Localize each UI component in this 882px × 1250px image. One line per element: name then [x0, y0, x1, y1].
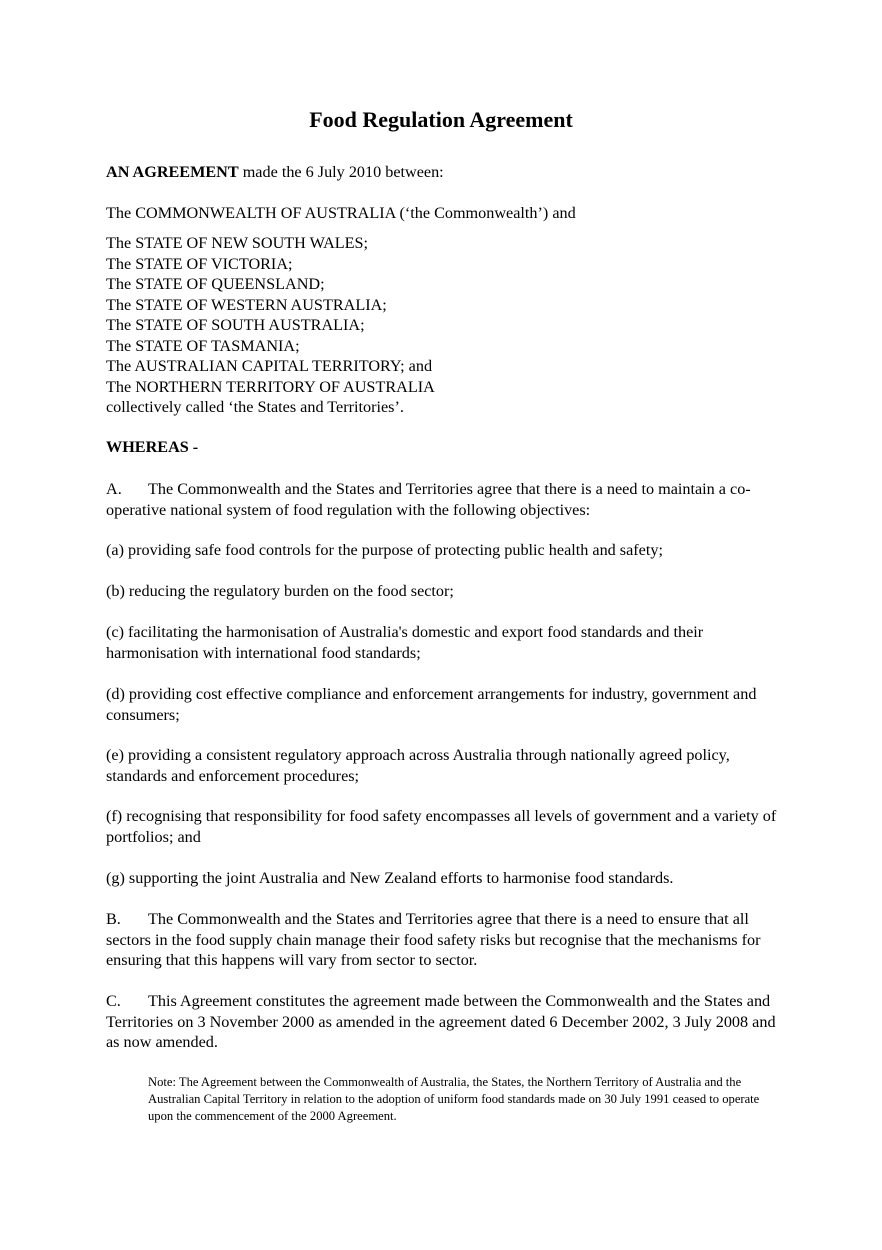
state-item: The STATE OF QUEENSLAND;: [106, 275, 325, 293]
objective-a: (a) providing safe food controls for the purpose of protecting public health and safety;: [106, 541, 663, 559]
state-item: The STATE OF WESTERN AUSTRALIA;: [106, 295, 387, 314]
whereas-heading: WHEREAS -: [106, 438, 199, 456]
objective-g: (g) supporting the joint Australia and New Zealand efforts to harmonise food standards.: [106, 869, 674, 887]
recital-letter: B.: [106, 910, 121, 928]
commonwealth-party: The COMMONWEALTH OF AUSTRALIA (‘the Commonwealth’) and: [106, 204, 576, 222]
footnote: Note: The Agreement between the Commonwealth of Australia, the States, the Northern Territory of Australia and the Australian Capital Territory in relation to the adoption of uniform food standards made on 30 July 1991 ceased to operate upon the commencement of the 2000 Agreement.: [148, 1075, 760, 1123]
state-item: collectively called ‘the States and Territories’.: [106, 398, 404, 416]
objective-c: (c) facilitating the harmonisation of Australia's domestic and export food standards and their harmonisation with international food standards;: [106, 623, 704, 662]
recital-letter: C.: [106, 992, 121, 1010]
state-item: The STATE OF VICTORIA;: [106, 254, 293, 273]
intro-line: [106, 162, 786, 183]
state-item: The AUSTRALIAN CAPITAL TERRITORY; and: [106, 357, 433, 375]
objective-b: (b) reducing the regulatory burden on the food sector;: [106, 582, 454, 600]
objective-d: (d) providing cost effective compliance and enforcement arrangements for industry, government and consumers;: [106, 685, 757, 724]
recital-a: [106, 479, 786, 520]
state-item: The STATE OF TASMANIA;: [106, 336, 300, 355]
objective-f: (f) recognising that responsibility for food safety encompasses all levels of government and a variety of portfolios; and: [106, 807, 777, 846]
state-item: The STATE OF NEW SOUTH WALES;: [106, 234, 369, 252]
recital-text: The Commonwealth and the States and Territories agree that there is a need to ensure that all sectors in the food supply chain manage their food safety risks but recognise that the mechanisms for ensuring that this happens will vary from sector to sector.: [106, 910, 761, 969]
recital-text: The Commonwealth and the States and Territories agree that there is a need to maintain a co-operative national system of food regulation with the following objectives:: [106, 480, 751, 519]
recital-c: [106, 991, 786, 1053]
document-title: Food Regulation Agreement: [309, 107, 573, 132]
intro-rest: made the 6 July 2010 between:: [238, 163, 444, 181]
states-list: [106, 233, 786, 418]
recital-letter: A.: [106, 480, 122, 498]
recital-text: This Agreement constitutes the agreement made between the Commonwealth and the States and Territories on 3 November 2000 as amended in the agreement dated 6 December 2002, 3 July 2008 and as now amended.: [106, 992, 776, 1051]
objective-e: (e) providing a consistent regulatory approach across Australia through nationally agreed policy, standards and enforcement procedures;: [106, 746, 730, 785]
intro-bold: AN AGREEMENT: [106, 163, 239, 181]
state-item: The STATE OF SOUTH AUSTRALIA;: [106, 316, 365, 334]
state-item: The NORTHERN TERRITORY OF AUSTRALIA: [106, 377, 435, 396]
recital-b: [106, 909, 786, 971]
